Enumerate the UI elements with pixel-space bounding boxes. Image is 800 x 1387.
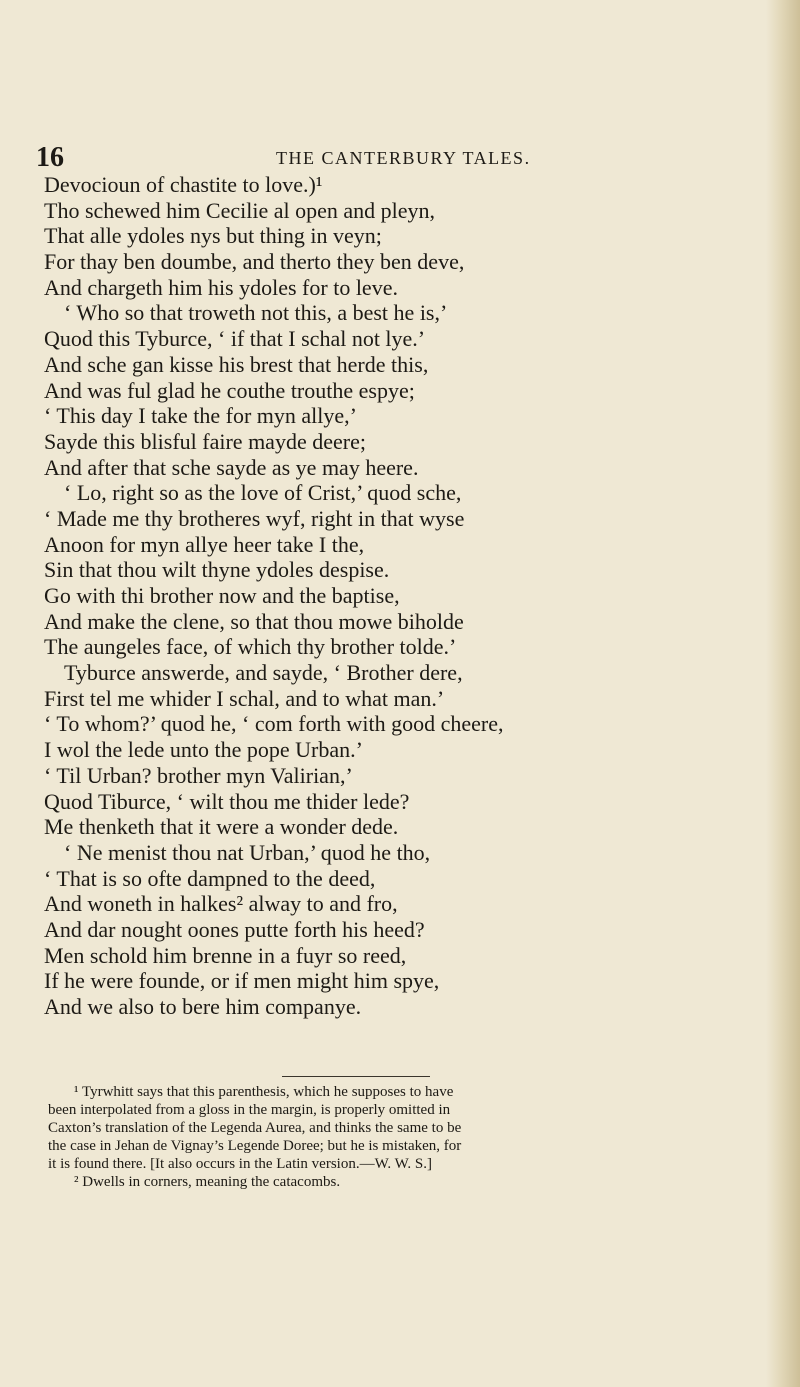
poem-line: ‘ To whom?’ quod he, ‘ com forth with good cheere, — [44, 711, 504, 737]
footnote-line: it is found there. [It also occurs in the Latin version.—W. W. S.] — [48, 1156, 432, 1172]
poem-line: For thay ben doumbe, and therto they ben deve, — [44, 249, 465, 275]
poem-line: Tho schewed him Cecilie al open and pleyn, — [44, 197, 435, 223]
poem-line: Me thenketh that it were a wonder dede. — [44, 814, 399, 840]
poem-line: Quod Tiburce, ‘ wilt thou me thider lede? — [44, 788, 410, 814]
footnote-line: the case in Jehan de Vignay’s Legende Doree; but he is mistaken, for — [48, 1138, 462, 1154]
footnote-line: ² Dwells in corners, meaning the catacombs. — [74, 1174, 341, 1190]
poem-line: And we also to bere him companye. — [44, 994, 362, 1019]
poem-text — [44, 172, 764, 1020]
footnote-line: Caxton’s translation of the Legenda Aurea, and thinks the same to be — [48, 1120, 462, 1136]
page-number: 16 — [36, 142, 64, 173]
poem-line: And was ful glad he couthe trouthe espye; — [44, 377, 415, 403]
poem-line: Quod this Tyburce, ‘ if that I schal not lye.’ — [44, 326, 426, 352]
poem-line: If he were founde, or if men might him spye, — [44, 968, 440, 994]
poem-line: Sin that thou wilt thyne ydoles despise. — [44, 557, 390, 583]
poem-line: And dar nought oones putte forth his heed? — [44, 916, 425, 942]
poem-line: I wol the lede unto the pope Urban.’ — [44, 737, 363, 763]
footnotes — [48, 1083, 764, 1191]
poem-line: That alle ydoles nys but thing in veyn; — [44, 223, 382, 249]
footnote-line: ¹ Tyrwhitt says that this parenthesis, which he supposes to have — [74, 1084, 454, 1100]
footnote-rule — [282, 1076, 430, 1077]
page-edge — [766, 0, 800, 1387]
poem-line: The aungeles face, of which thy brother tolde.’ — [44, 634, 457, 660]
poem-line: Devocioun of chastite to love.)¹ — [44, 172, 323, 197]
poem-line: And after that sche sayde as ye may heere. — [44, 454, 419, 480]
poem-line: Go with thi brother now and the baptise, — [44, 583, 400, 608]
poem-line: And chargeth him his ydoles for to leve. — [44, 274, 398, 300]
poem-line: And woneth in halkes² alway to and fro, — [44, 891, 398, 917]
poem-line: ‘ Lo, right so as the love of Crist,’ quod sche, — [64, 480, 462, 506]
poem-line: ‘ That is so ofte dampned to the deed, — [44, 865, 376, 891]
poem-line: Anoon for myn allye heer take I the, — [44, 531, 365, 557]
poem-line: And sche gan kisse his brest that herde this, — [44, 351, 429, 377]
poem-line: Sayde this blisful faire mayde deere; — [44, 428, 366, 454]
poem-line: ‘ Til Urban? brother myn Valirian,’ — [44, 762, 353, 788]
poem-line: First tel me whider I schal, and to what man.’ — [44, 685, 445, 711]
poem-line: ‘ Made me thy brotheres wyf, right in that wyse — [44, 505, 465, 531]
poem-line: ‘ Who so that troweth not this, a best he is,’ — [64, 300, 448, 326]
poem-line: ‘ Ne menist thou nat Urban,’ quod he tho, — [64, 839, 431, 865]
poem-line: And make the clene, so that thou mowe biholde — [44, 608, 464, 634]
running-title: THE CANTERBURY TALES. — [276, 148, 531, 168]
poem-line: ‘ This day I take the for myn allye,’ — [44, 403, 357, 429]
poem-line: Men schold him brenne in a fuyr so reed, — [44, 942, 407, 968]
poem-line: Tyburce answerde, and sayde, ‘ Brother dere, — [64, 660, 463, 686]
footnote-line: been interpolated from a gloss in the margin, is properly omitted in — [48, 1102, 451, 1118]
